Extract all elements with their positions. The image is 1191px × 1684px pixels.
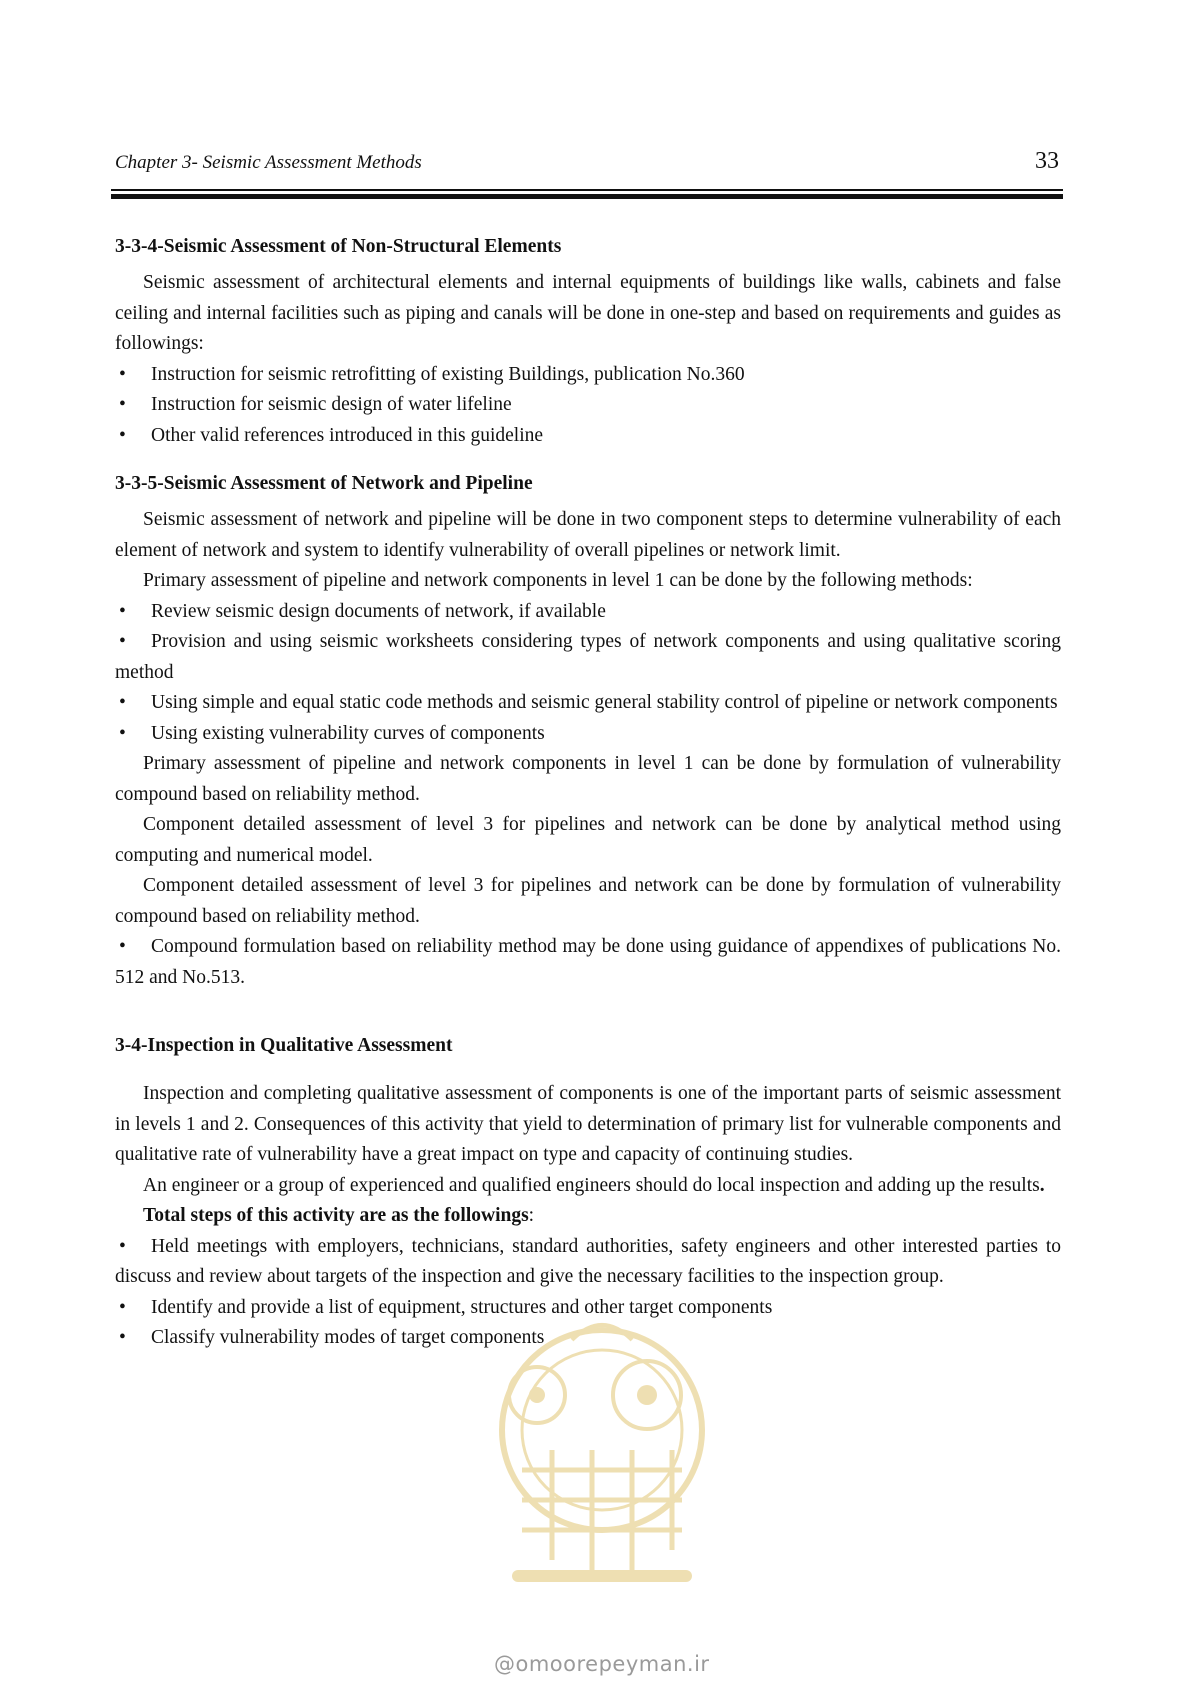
header-rule-thin [111,189,1063,191]
section-heading-3-3-4: 3-3-4-Seismic Assessment of Non-Structural Elements [115,236,562,257]
bullet-item: • Other valid references introduced in this guideline [115,421,1061,452]
bullet-item: • Identify and provide a list of equipment, structures and other target components [115,1293,1061,1324]
page-number: 33 [1035,148,1059,174]
page-body [115,232,1061,1354]
chapter-title: Chapter 3- Seismic Assessment Methods [115,152,422,173]
bullet-item: • Compound formulation based on reliability method may be done using guidance of appendixes of publications No. 512 and No.513. [115,932,1061,993]
bullet-item: • Provision and using seismic worksheets considering types of network components and using qualitative scoring method [115,627,1061,688]
bullet-item: • Classify vulnerability modes of target components [115,1323,1061,1354]
paragraph: Component detailed assessment of level 3 for pipelines and network can be done by formulation of vulnerability compound based on reliability method. [115,875,1061,927]
paragraph: Primary assessment of pipeline and network components in level 1 can be done by the following methods: [143,570,973,591]
steps-label [115,1201,1061,1232]
bullet-item: • Using simple and equal static code methods and seismic general stability control of pipeline or network components [115,688,1061,719]
paragraph: Component detailed assessment of level 3 for pipelines and network can be done by analytical method using computing and numerical model. [115,814,1061,866]
bullet-item: • Instruction for seismic design of water lifeline [115,390,1061,421]
section-heading-3-4: 3-4-Inspection in Qualitative Assessment [115,1035,453,1056]
paragraph: Seismic assessment of architectural elements and internal equipments of buildings like walls, cabinets and false ceiling and internal facilities such as piping and canals will be done in one-step and based on requirements and guides as followings: [115,272,1061,354]
bullet-item: • Using existing vulnerability curves of components [115,719,1061,750]
bullet-item: • Instruction for seismic retrofitting of existing Buildings, publication No.360 [115,360,1061,391]
paragraph-text: An engineer or a group of experienced and qualified engineers should do local inspection and adding up the results [143,1174,1040,1196]
paragraph-period: . [1039,1174,1045,1196]
bullet-item: • Review seismic design documents of network, if available [115,597,1061,628]
paragraph: Primary assessment of pipeline and network components in level 1 can be done by formulation of vulnerability compound based on reliability method. [115,753,1061,805]
page-header [115,148,1061,178]
section-heading-3-3-5: 3-3-5-Seismic Assessment of Network and Pipeline [115,473,533,494]
steps-label-text: Total steps of this activity are as the followings [143,1205,529,1226]
paragraph [115,1171,1061,1202]
header-rule-thick [111,194,1063,199]
paragraph: Inspection and completing qualitative assessment of components is one of the important parts of seismic assessment in levels 1 and 2. Consequences of this activity that yield to determination of primary list for vulnerable components and qualitative rate of vulnerability have a great impact on type and capacity of continuing studies. [115,1083,1061,1165]
paragraph: Seismic assessment of network and pipeline will be done in two component steps to determine vulnerability of each element of network and system to identify vulnerability of overall pipelines or network limit. [115,509,1061,561]
steps-label-colon: : [528,1205,535,1226]
bullet-item: • Held meetings with employers, technicians, standard authorities, safety engineers and other interested parties to discuss and review about targets of the inspection and give the necessary facilities to the inspection group. [115,1232,1061,1293]
watermark-caption: @omoorepeyman.ir [494,1652,710,1676]
